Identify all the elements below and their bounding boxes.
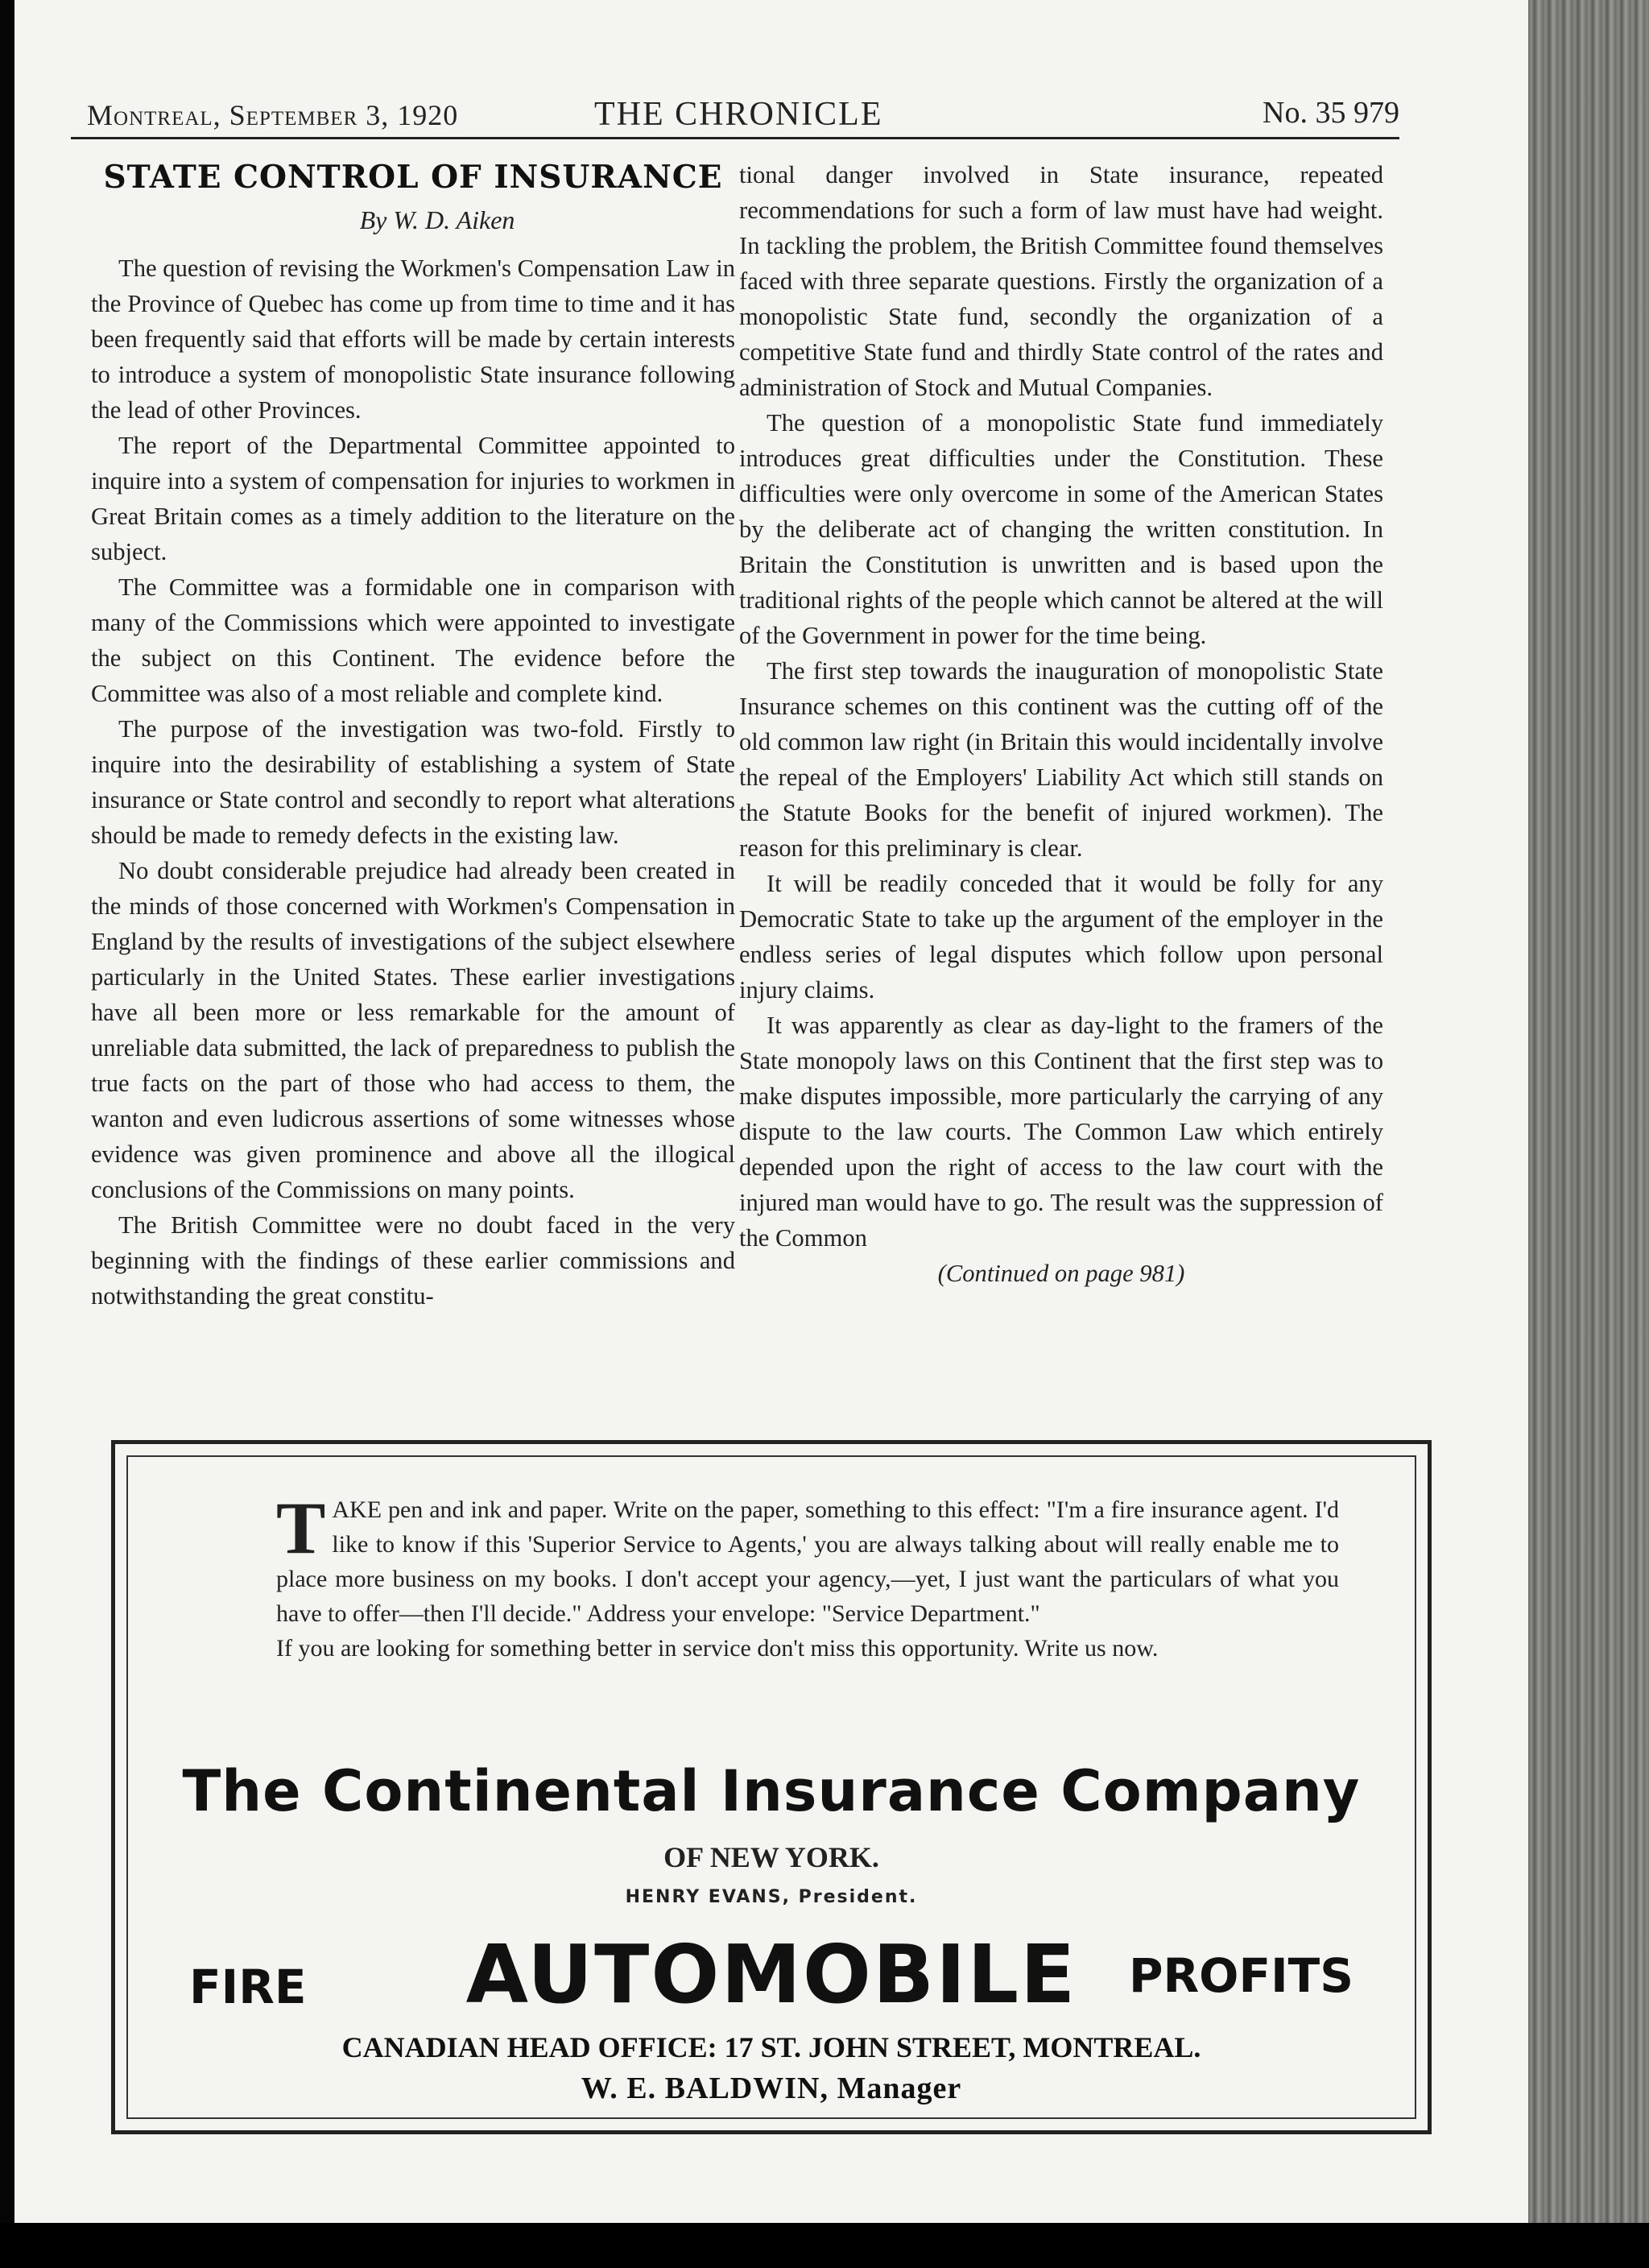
header-page-number: No. 35 979 [1263, 96, 1399, 130]
manager-name: W. E. BALDWIN, Manager [581, 2071, 962, 2105]
head-office-address: CANADIAN HEAD OFFICE: 17 ST. JOHN STREET, MONTREAL. [341, 2031, 1201, 2063]
drop-cap: T [276, 1487, 326, 1569]
paragraph: It was apparently as clear as day-light to the framers of the State monopoly laws on this Continent that the first step was to make disputes impossible, more particularly the carrying of any dispute to the law courts. The Common Law which entirely depended upon the right of access to the law court with the injured man would have to go. The result was the suppression of the Common [739, 1012, 1383, 1252]
scan-bottom-edge [0, 2223, 1649, 2268]
article-left-column [91, 157, 735, 1314]
lines-of-insurance [115, 1927, 1428, 2022]
header-publication: THE CHRONICLE [594, 96, 883, 133]
page [14, 0, 1528, 2268]
ad-paragraph [276, 1487, 1339, 1631]
advertisement-box [111, 1440, 1432, 2134]
paragraph: The first step towards the inauguration of monopolistic State Insurance schemes on this continent was the cutting off of the old common law right (in Britain this would incidentally involve the repeal of the Employers' Liability Act which still stands on the Statute Books for the benefit of injured workmen). The reason for this preliminary is clear. [739, 657, 1383, 862]
article-right-column [739, 157, 1383, 1291]
company-president: HENRY EVANS, President. [625, 1887, 918, 1907]
paragraph: The question of revising the Workmen's Compensation Law in the Province of Quebec has come up from time to time and it has been frequently said that efforts will be made by certain interests to introduce a system of monopolistic State insurance following the lead of other Provinces. [91, 255, 735, 424]
ad-copy-text: AKE pen and ink and paper. Write on the paper, something to this effect: "I'm a fire insurance agent. I'd like to know if this 'Superior Service to Agents,' you are always talking about will really enable me to place more business on my books. I don't accept your agency,—yet, I just want the particulars of what you have to offer—then I'll decide." Address your envelope: "Service Department." [276, 1496, 1339, 1627]
line-automobile: AUTOMOBILE [465, 1927, 1077, 2022]
advertisement-copy [276, 1487, 1339, 1666]
paragraph: The British Committee were no doubt faced in the very beginning with the findings of these earlier commissions and notwithstanding the great constitu- [91, 1211, 735, 1310]
paragraph: No doubt considerable prejudice had already been created in the minds of those concerned with Workmen's Compensation in England by the results of investigations of the subject elsewhere particularly in the United States. These earlier investigations have all been more or less remarkable for the amount of unreliable data submitted, the lack of preparedness to publish the true facts on the part of those who had access to them, the wanton and even ludicrous assertions of some witnesses whose evidence was given prominence and above all the illogical conclusions of the Commissions on many points. [91, 857, 735, 1203]
continued-note: (Continued on page 981) [937, 1260, 1185, 1287]
line-fire: FIRE [189, 1960, 307, 2014]
header-dateline: Montreal, September 3, 1920 [87, 99, 459, 131]
paragraph: The report of the Departmental Committee appointed to inquire into a system of compensation for injuries to workmen in Great Britain comes as a timely addition to the literature on the subject. [91, 432, 735, 565]
running-head [71, 89, 1399, 139]
scan-left-edge [0, 0, 14, 2268]
paragraph: The Committee was a formidable one in comparison with many of the Commissions which were appointed to investigate the subject on this Continent. The evidence before the Committee was also of a most reliable and complete kind. [91, 573, 735, 707]
company-name: The Continental Insurance Company [182, 1758, 1361, 1824]
line-profits: PROFITS [1128, 1948, 1354, 2003]
paragraph: It will be readily conceded that it would be folly for any Democratic State to take up the argument of the employer in the endless series of legal disputes which follow upon personal injury claims. [739, 870, 1383, 1004]
paragraph: tional danger involved in State insurance, repeated recommendations for such a form of law must have had weight. In tackling the problem, the British Committee found themselves faced with three separate questions. Firstly the organization of a monopolistic State fund, secondly the organization of a competitive State fund and thirdly State control of the rates and administration of Stock and Mutual Companies. [739, 161, 1383, 401]
article-title: STATE CONTROL OF INSURANCE [103, 159, 723, 196]
book-binding [1528, 0, 1649, 2268]
paragraph: The purpose of the investigation was two-fold. Firstly to inquire into the desirability of establishing a system of State insurance or State control and secondly to report what alterations should be made to remedy defects in the existing law. [91, 715, 735, 849]
paragraph: The question of a monopolistic State fund immediately introduces great difficulties under the Constitution. These difficulties were only overcome in some of the American States by the deliberate act of changing the written constitution. In Britain the Constitution is unwritten and is based upon the traditional rights of the people which cannot be altered at the will of the Government in power for the time being. [739, 409, 1383, 649]
company-location: OF NEW YORK. [663, 1841, 879, 1873]
ad-paragraph: If you are looking for something better in service don't miss this opportunity. Write us now. [276, 1635, 1159, 1662]
article-byline: By W. D. Aiken [359, 205, 515, 234]
